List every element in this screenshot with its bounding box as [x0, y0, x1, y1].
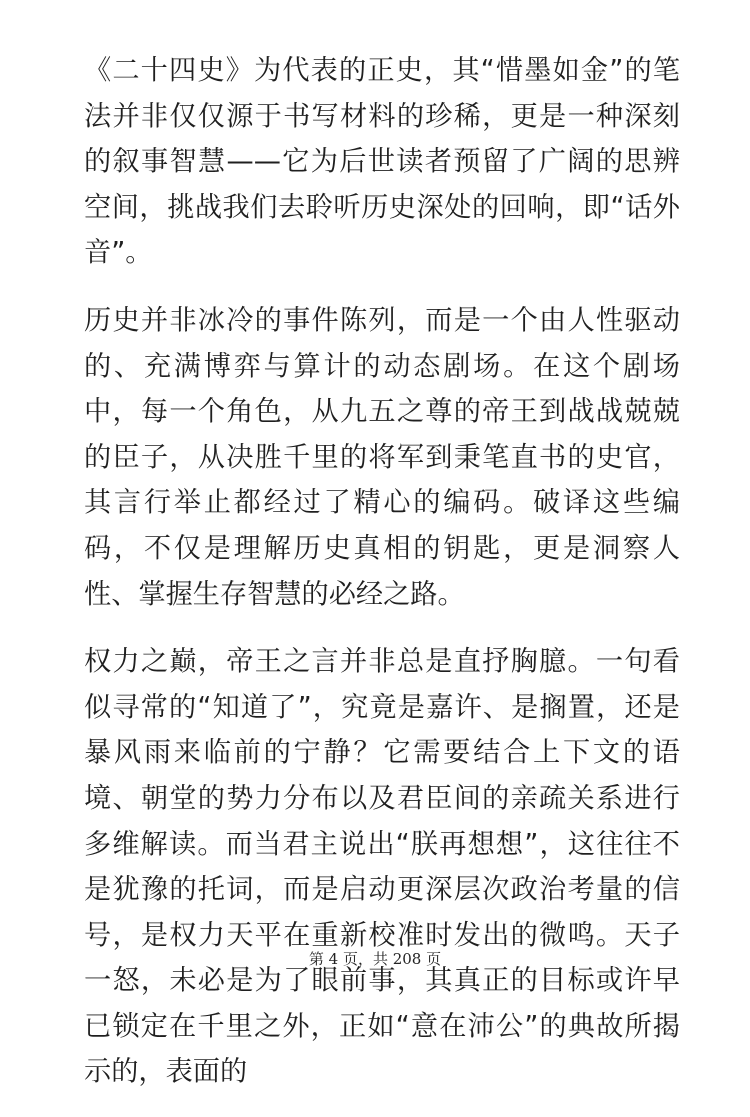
- page-number-footer: 第 4 页，共 208 页: [308, 950, 442, 968]
- paragraph-2: 历史并非冰冷的事件陈列，而是一个由人性驱动的、充满博弈与算计的动态剧场。在这个剧场中，每一个角色，从九五之尊的帝王到战战兢兢的臣子，从决胜千里的将军到秉笔直书的史官，其言行举止都经过了精心的编码。破译这些编码，不仅是理解历史真相的钥匙，更是洞察人性、掌握生存智慧的必经之路。: [84, 304, 680, 610]
- paragraph-3: 权力之巅，帝王之言并非总是直抒胸臆。一句看似寻常的“知道了”，究竟是嘉许、是搁置，还是暴风雨来临前的宁静？它需要结合上下文的语境、朝堂的势力分布以及君臣间的亲疏关系进行多维解读。而当君主说出“朕再想想”，这往往不是犹豫的托词，而是启动更深层次政治考量的信号，是权力天平在重新校准时发出的微鸣。天子一怒，未必是为了眼前事，其真正的目标或许早已锁定在千里之外，正如“意在沛公”的典故所揭示的，表面的: [84, 646, 680, 1088]
- paragraph-1: 《二十四史》为代表的正史，其“惜墨如金”的笔法并非仅仅源于书写材料的珍稀，更是一种深刻的叙事智慧——它为后世读者预留了广阔的思辨空间，挑战我们去聆听历史深处的回响，即“话外音”。: [84, 55, 680, 269]
